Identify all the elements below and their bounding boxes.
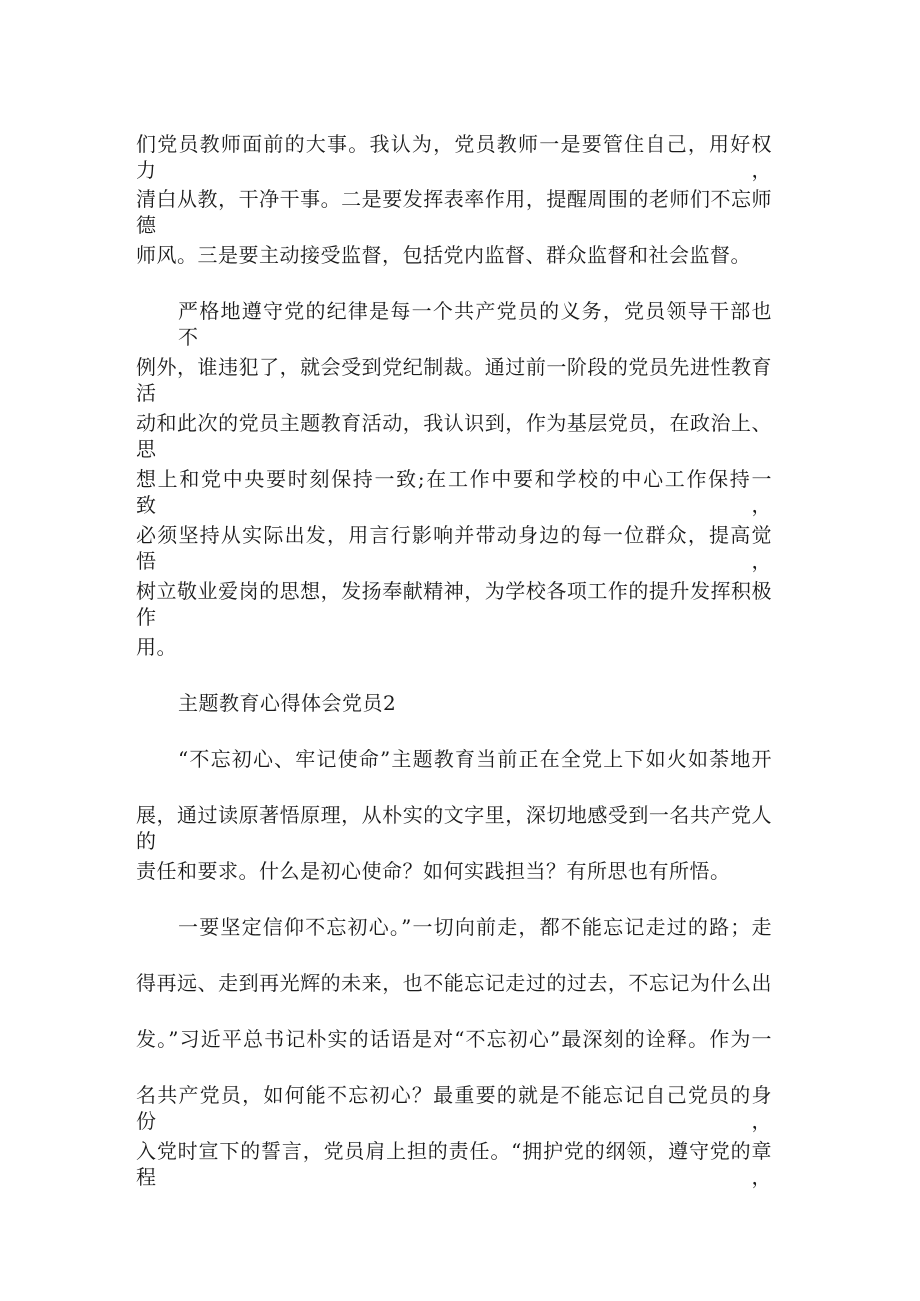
paragraph-2-line-7: 用。	[136, 635, 177, 659]
paragraph-4-line-4: 名共产党员，如何能不忘初心？最重要的就是不能忘记自己党员的身份，	[136, 1083, 772, 1133]
paragraph-1-line-3: 师风。三是要主动接受监督，包括党内监督、群众监督和社会监督。	[136, 243, 751, 267]
paragraph-2-line-5: 必须坚持从实际出发，用言行影响并带动身边的每一位群众，提高觉悟，	[136, 523, 772, 573]
paragraph-2-line-2: 例外，谁违犯了，就会受到党纪制裁。通过前一阶段的党员先进性教育活	[136, 355, 772, 405]
paragraph-4-line-5: 入党时宣下的誓言，党员肩上担的责任。“拥护党的纲领，遵守党的章程，	[136, 1139, 772, 1189]
paragraph-3-line-3: 责任和要求。什么是初心使命？如何实践担当？有所思也有所悟。	[136, 859, 731, 883]
paragraph-4-line-3: 发。”习近平总书记朴实的话语是对“不忘初心”最深刻的诠释。作为一	[136, 1027, 772, 1051]
paragraph-3-line-1: “不忘初心、牢记使命”主题教育当前正在全党上下如火如荼地开	[178, 747, 772, 771]
paragraph-2-line-6: 树立敬业爱岗的思想，发扬奉献精神，为学校各项工作的提升发挥积极作	[136, 579, 772, 629]
paragraph-2-line-4: 想上和党中央要时刻保持一致;在工作中要和学校的中心工作保持一致，	[136, 467, 772, 517]
paragraph-2-line-1: 严格地遵守党的纪律是每一个共产党员的义务，党员领导干部也不	[178, 299, 772, 349]
paragraph-4-line-1: 一要坚定信仰不忘初心。”一切向前走，都不能忘记走过的路；走	[178, 915, 772, 939]
paragraph-1-line-2: 清白从教，干净干事。二是要发挥表率作用，提醒周围的老师们不忘师德	[136, 187, 772, 237]
paragraph-2-line-3: 动和此次的党员主题教育活动，我认识到，作为基层党员，在政治上、思	[136, 411, 772, 461]
paragraph-4-line-2: 得再远、走到再光辉的未来，也不能忘记走过的过去，不忘记为什么出	[136, 971, 772, 995]
paragraph-3-line-2: 展，通过读原著悟原理，从朴实的文字里，深切地感受到一名共产党人的	[136, 803, 772, 853]
paragraph-1-line-1: 们党员教师面前的大事。我认为，党员教师一是要管住自己，用好权力，	[136, 132, 772, 182]
section-heading: 主题教育心得体会党员2	[178, 691, 397, 715]
